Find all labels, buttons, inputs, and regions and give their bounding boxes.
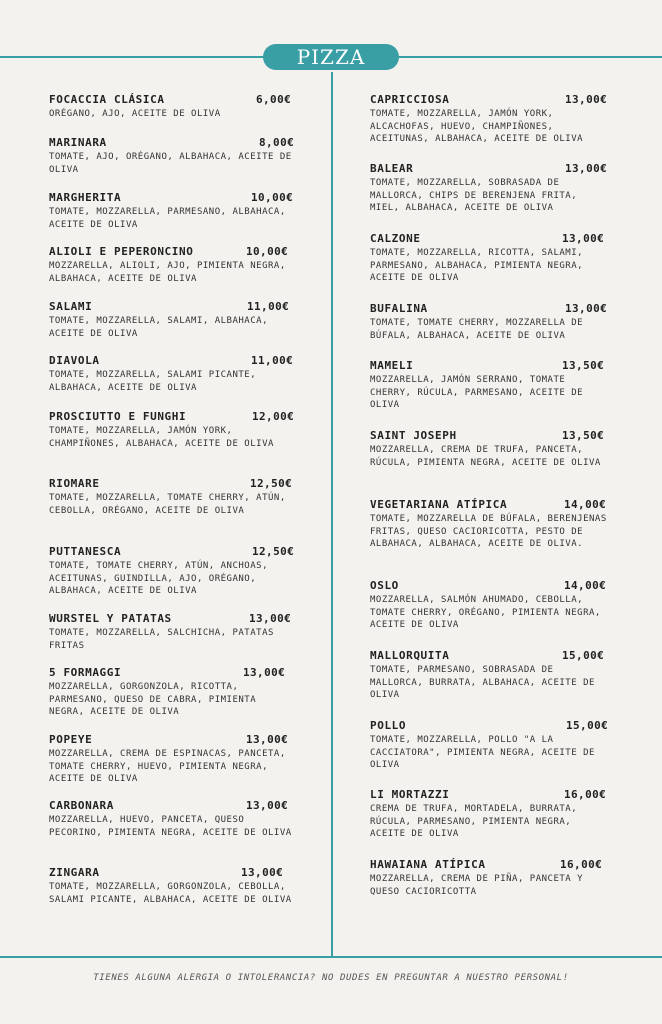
menu-item-header [370,93,610,107]
item-price: 15,00€ [562,649,605,662]
item-description: TOMATE, TOMATE CHERRY, MOZZARELLA DE BÚFALA, ALBAHACA, ACEITE DE OLIVA [370,318,584,341]
menu-item [49,612,297,652]
item-description: TOMATE, MOZZARELLA, SALAMI, ALBAHACA, ACEITE DE OLIVA [49,316,268,339]
item-price: 13,00€ [241,866,284,879]
menu-item [49,410,297,450]
menu-item [370,302,610,342]
item-price: 14,00€ [564,498,607,511]
item-name: HAWAIANA ATÍPICA [370,858,486,871]
item-description: TOMATE, MOZZARELLA, SALAMI PICANTE, ALBAHACA, ACEITE DE OLIVA [49,370,257,393]
menu-item-header [49,733,297,747]
item-price: 13,00€ [246,733,289,746]
item-name: 5 FORMAGGI [49,666,122,679]
menu-item [49,136,297,176]
menu-item-header [370,359,610,373]
item-name: BUFALINA [370,302,428,315]
menu-item [49,799,297,839]
menu-item [49,866,297,906]
item-description: CREMA DE TRUFA, MORTADELA, BURRATA, RÚCULA, PARMESANO, PIMIENTA NEGRA, ACEITE DE OLIVA [370,804,578,839]
item-name: CARBONARA [49,799,115,812]
item-price: 16,00€ [564,788,607,801]
menu-item-header [49,866,297,880]
column-divider [331,72,333,957]
item-description: TOMATE, MOZZARELLA, SALCHICHA, PATATAS FRITAS [49,628,274,651]
item-name: SALAMI [49,300,93,313]
allergy-notice: TIENES ALGUNA ALERGIA O INTOLERANCIA? NO DUDES EN PREGUNTAR A NUESTRO PERSONAL! [93,973,569,983]
item-price: 11,00€ [247,300,290,313]
item-description: MOZZARELLA, CREMA DE PIÑA, PANCETA Y QUESO CACIORICOTTA [370,874,584,897]
item-description: TOMATE, MOZZARELLA, RICOTTA, SALAMI, PARMESANO, ALBAHACA, PIMIENTA NEGRA, ACEITE DE OLIVA [370,248,584,283]
menu-item [49,93,297,121]
menu-item-header [370,788,610,802]
item-name: MAMELI [370,359,414,372]
item-price: 13,00€ [243,666,286,679]
item-price: 12,50€ [250,477,293,490]
item-description: TOMATE, PARMESANO, SOBRASADA DE MALLORCA, BURRATA, ALBAHACA, ACEITE DE OLIVA [370,665,595,700]
item-price: 6,00€ [256,93,292,106]
menu-item-header [49,93,297,107]
menu-item [370,232,610,285]
menu-item-header [370,579,610,593]
menu-item-header [49,245,297,259]
item-description: MOZZARELLA, SALMÓN AHUMADO, CEBOLLA, TOMATE CHERRY, ORÉGANO, PIMIENTA NEGRA, ACEITE DE OLIVA [370,595,601,630]
item-name: CAPRICCIOSA [370,93,450,106]
item-name: VEGETARIANA ATÍPICA [370,498,508,511]
item-price: 13,00€ [249,612,292,625]
item-name: POLLO [370,719,407,732]
item-price: 14,00€ [564,579,607,592]
menu-item [49,733,297,786]
section-title: PIZZA [263,44,399,70]
item-description: TOMATE, AJO, ORÉGANO, ALBAHACA, ACEITE DE OLIVA [49,152,292,175]
item-name: MARGHERITA [49,191,122,204]
menu-item [370,858,610,898]
item-price: 13,50€ [562,429,605,442]
menu-item-header [49,666,297,680]
item-name: MALLORQUITA [370,649,450,662]
menu-item-header [370,429,610,443]
menu-item [370,649,610,702]
item-name: PUTTANESCA [49,545,122,558]
item-description: MOZZARELLA, ALIOLI, AJO, PIMIENTA NEGRA, ALBAHACA, ACEITE DE OLIVA [49,261,286,284]
item-name: ZINGARA [49,866,100,879]
item-description: MOZZARELLA, HUEVO, PANCETA, QUESO PECORINO, PIMIENTA NEGRA, ACEITE DE OLIVA [49,815,292,838]
item-price: 8,00€ [259,136,295,149]
item-description: TOMATE, MOZZARELLA, PARMESANO, ALBAHACA, ACEITE DE OLIVA [49,207,286,230]
item-name: PROSCIUTTO E FUNGHI [49,410,187,423]
menu-item [370,498,610,551]
item-price: 12,50€ [252,545,295,558]
menu-item-header [49,477,297,491]
menu-item-header [49,545,297,559]
menu-item-header [49,612,297,626]
item-name: SAINT JOSEPH [370,429,457,442]
menu-item-header [370,719,610,733]
item-description: TOMATE, MOZZARELLA, GORGONZOLA, CEBOLLA, SALAMI PICANTE, ALBAHACA, ACEITE DE OLIVA [49,882,292,905]
menu-item [49,477,297,517]
menu-item-header [49,136,297,150]
menu-item-header [49,300,297,314]
item-description: TOMATE, MOZZARELLA, JAMÓN YORK, CHAMPIÑONES, ALBAHACA, ACEITE DE OLIVA [49,426,274,449]
menu-item [49,191,297,231]
item-name: POPEYE [49,733,93,746]
item-name: DIAVOLA [49,354,100,367]
item-description: TOMATE, MOZZARELLA, TOMATE CHERRY, ATÚN, CEBOLLA, ORÉGANO, ACEITE DE OLIVA [49,493,286,516]
item-price: 15,00€ [566,719,609,732]
item-price: 13,00€ [562,232,605,245]
item-name: MARINARA [49,136,107,149]
item-description: TOMATE, MOZZARELLA, POLLO "A LA CACCIATORA", PIMIENTA NEGRA, ACEITE DE OLIVA [370,735,595,770]
item-name: WURSTEL Y PATATAS [49,612,172,625]
item-description: ORÉGANO, AJO, ACEITE DE OLIVA [49,109,221,119]
menu-item-header [370,649,610,663]
menu-item-header [370,498,610,512]
menu-item [49,300,297,340]
item-description: MOZZARELLA, CREMA DE ESPINACAS, PANCETA, TOMATE CHERRY, HUEVO, PIMIENTA NEGRA, ACEITE DE OLIVA [49,749,286,784]
menu-item-header [49,410,297,424]
menu-item [370,579,610,632]
bottom-rule [0,956,662,958]
item-description: MOZZARELLA, JAMÓN SERRANO, TOMATE CHERRY, RÚCULA, PARMESANO, ACEITE DE OLIVA [370,375,584,410]
menu-item [370,788,610,841]
item-description: TOMATE, MOZZARELLA, SOBRASADA DE MALLORCA, CHIPS DE BERENJENA FRITA, MIEL, ALBAHACA, ACEITE DE OLIVA [370,178,578,213]
menu-item [49,666,297,719]
menu-item-header [49,354,297,368]
item-name: BALEAR [370,162,414,175]
item-price: 13,00€ [565,302,608,315]
menu-item-header [49,799,297,813]
menu-item-header [370,162,610,176]
item-description: MOZZARELLA, CREMA DE TRUFA, PANCETA, RÚCULA, PIMIENTA NEGRA, ACEITE DE OLIVA [370,445,601,468]
menu-item [370,93,610,146]
item-price: 10,00€ [251,191,294,204]
item-name: CALZONE [370,232,421,245]
item-price: 16,00€ [560,858,603,871]
item-description: TOMATE, MOZZARELLA, JAMÓN YORK, ALCACHOFAS, HUEVO, CHAMPIÑONES, ACEITUNAS, ALBAHACA, ACEITE DE OLIVA [370,109,584,144]
menu-item-header [370,302,610,316]
item-price: 13,50€ [562,359,605,372]
menu-item [370,162,610,215]
item-description: TOMATE, TOMATE CHERRY, ATÚN, ANCHOAS, ACEITUNAS, GUINDILLA, AJO, ORÉGANO, ALBAHACA, ACEITE DE OLIVA [49,561,268,596]
item-description: MOZZARELLA, GORGONZOLA, RICOTTA, PARMESANO, QUESO DE CABRA, PIMIENTA NEGRA, ACEITE DE OLIVA [49,682,257,717]
item-name: LI MORTAZZI [370,788,450,801]
menu-item [370,719,610,772]
menu-item [370,359,610,412]
menu-item [49,245,297,285]
item-price: 13,00€ [246,799,289,812]
item-price: 11,00€ [251,354,294,367]
menu-item-header [370,232,610,246]
item-price: 13,00€ [565,93,608,106]
item-name: RIOMARE [49,477,100,490]
item-price: 13,00€ [565,162,608,175]
menu-item [370,429,610,469]
item-name: FOCACCIA CLÁSICA [49,93,165,106]
menu-item-header [370,858,610,872]
item-price: 10,00€ [246,245,289,258]
menu-item-header [49,191,297,205]
item-name: ALIOLI E PEPERONCINO [49,245,194,258]
item-price: 12,00€ [252,410,295,423]
item-name: OSLO [370,579,399,592]
item-description: TOMATE, MOZZARELLA DE BÚFALA, BERENJENAS FRITAS, QUESO CACIORICOTTA, PESTO DE ALBAHACA, ALBAHACA, ACEITE DE OLIVA. [370,514,607,549]
menu-item [49,354,297,394]
menu-item [49,545,297,598]
